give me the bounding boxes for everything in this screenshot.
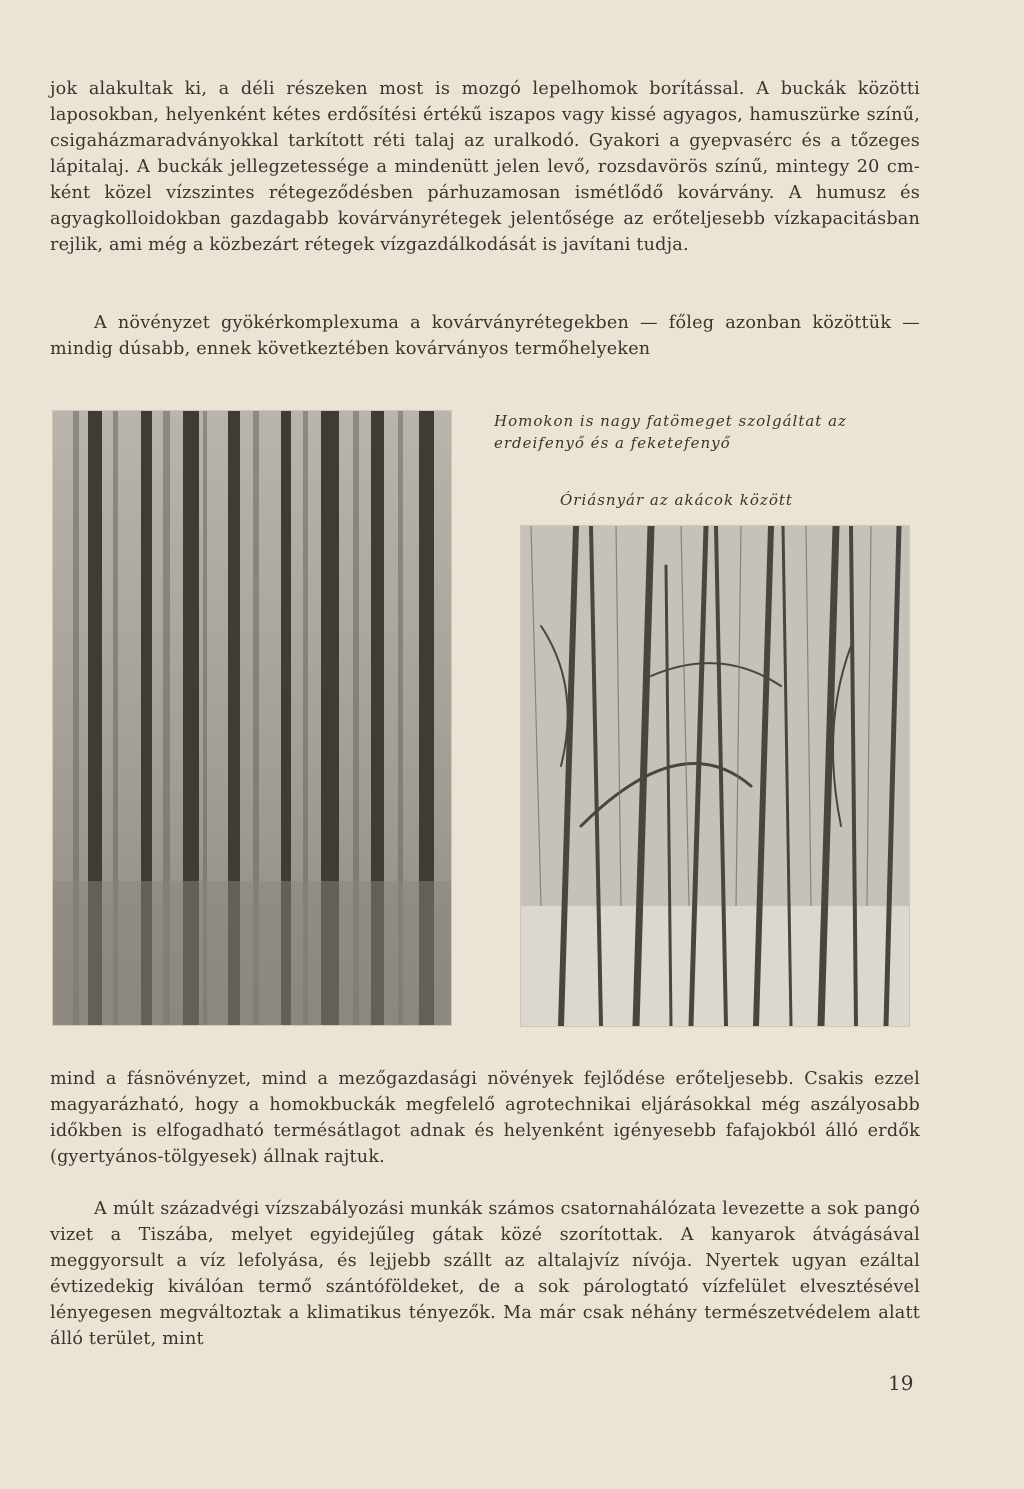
paragraph-1: jok alakultak ki, a déli részeken most is mozgó lepelhomok borítással. A buckák közötti laposokban, helyenként kétes erdősítési értékű iszapos vagy kissé agyagos, hamuszürke színű, csigaházmaradványokkal tarkított réti talaj az uralkodó. Gyakori a gyepvasérc és a tőzeges lápitalaj. A buckák jellegzetessége a mindenütt jelen levő, rozsdavörös színű, mintegy 20 cm-ként közel vízszintes rétegeződésben párhuzamosan ismétlődő kovárvány. A humusz és agyagkolloidokban gazdagabb kovárványrétegek jelentősége az erőteljesebb vízkapacitásban rejlik, ami még a közbezárt rétegek vízgazdálkodását is javítani tudja.: [50, 79, 920, 255]
poplar-forest-image: [521, 526, 909, 1026]
paragraph-2: A növényzet gyökérkomplexuma a kovárványrétegekben — főleg azonban közöttük — mindig dúsabb, ennek következtében kovárványos termőhelyeken: [50, 313, 920, 359]
page-number: 19: [888, 1371, 914, 1395]
caption-right-photo: Óriásnyár az akácok között: [560, 491, 793, 509]
pine-forest-photo: [52, 410, 452, 1026]
paragraph-3: mind a fásnövényzet, mind a mezőgazdasági növények fejlődése erőteljesebb. Csakis ezzel magyarázható, hogy a homokbuckák megfelelő agrotechnikai eljárásokkal még aszályosabb időkben is elfogadható termésátlagot adnak és helyenként igényesebb fafajokból álló erdők (gyertyános-tölgyesek) állnak rajtuk.: [50, 1069, 920, 1167]
paragraph-4: A múlt századvégi vízszabályozási munkák számos csatornahálózata levezette a sok pangó vizet a Tiszába, melyet egyidejűleg gátak közé szorítottak. A kanyarok átvágásával meggyorsult a víz lefolyása, és lejjebb szállt az altalajvíz nívója. Nyertek ugyan ezáltal évtizedekig kiválóan termő szántóföldeket, de a sok párologtató vízfelület elvesztésével lényegesen megváltoztak a klimatikus tényezők. Ma már csak néhány természetvédelem alatt álló terület, mint: [50, 1199, 920, 1349]
pine-forest-image: [53, 411, 451, 1025]
caption-left-photo: Homokon is nagy fatömeget szolgáltat az erdeifenyő és a feketefenyő: [494, 412, 847, 452]
poplar-forest-photo: [520, 525, 910, 1027]
